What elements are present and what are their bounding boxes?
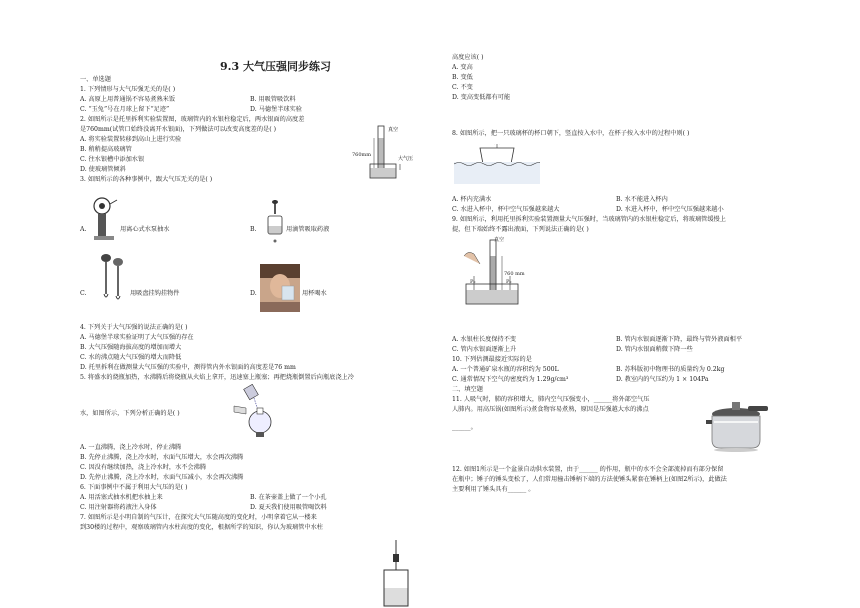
option-10d: D. 教室内的气压约为 1 × 104Pa — [616, 376, 709, 383]
pump-image — [92, 196, 118, 242]
question-2-cont: 是760mm(试管口始终没离开水银面)，下列做法可以改变高度差的是( ) — [80, 126, 277, 133]
question-12-end: 主要利用了锤头具有______ 。 — [452, 486, 535, 493]
option-1a: A. 高原上用普通锅不容易煮熟米饭 — [80, 96, 176, 103]
option-1d: D. 马德堡半球实验 — [250, 106, 302, 113]
option-2c: C. 往水银槽中添加水银 — [80, 156, 145, 163]
option-4c: C. 水的沸点随大气压强的增大而降低 — [80, 354, 182, 361]
option-10a: A. 一个普通矿泉水瓶的容积约为 500L — [452, 366, 559, 373]
option-6b: B. 在茶壶盖上做了一个小孔 — [250, 494, 327, 501]
section-heading: 一、单选题 — [80, 76, 111, 83]
option-3b: 用滴管吸取药液 — [286, 226, 330, 233]
question-5: 5. 将盛水的烧瓶加热，水沸腾后将烧瓶从火焰上拿开，迅速塞上瓶塞；再把烧瓶倒置后向瓶底浇上冷 — [80, 374, 354, 381]
option-3a: 用离心式水泵抽水 — [120, 226, 170, 233]
option-5a: A. 一直沸腾，浇上冷水时，停止沸腾 — [80, 444, 182, 451]
option-5c: C. 因没有继续加热，浇上冷水时，水不会沸腾 — [80, 464, 207, 471]
question-4: 4. 下列关于大气压强的说法正确的是( ) — [80, 324, 188, 331]
option-7c: C. 不变 — [452, 84, 473, 91]
question-9: 9. 如图所示，利用托里拆利实验装置测量大气压强时，当玻璃管内的水银柱稳定后，将玻璃管缓慢上 — [452, 216, 726, 223]
drinking-photo — [260, 264, 300, 312]
question-10: 10. 下列估测最接近实际的是 — [452, 356, 532, 363]
question-3: 3. 如图所示的各种事例中，跟大气压无关的是( ) — [80, 176, 213, 183]
option-2d: D. 使玻璃管倾斜 — [80, 166, 126, 173]
flask-figure — [232, 384, 288, 438]
question-2: 2. 如图所示是托里拆利实验装置图，玻璃管内的水银柱稳定后，两水银面的高度差 — [80, 116, 305, 123]
option-1c: C. “玉兔”号在月球上留下“足迹” — [80, 106, 170, 113]
section-heading-2: 二、填空题 — [452, 386, 483, 393]
option-2a: A. 将实验装置转移到高山上进行实验 — [80, 136, 182, 143]
option-6a: A. 用活塞式抽水机把水抽上来 — [80, 494, 163, 501]
option-7b: B. 变低 — [452, 74, 473, 81]
option-6d: D. 夏天我们使用吸管喝饮料 — [250, 504, 327, 511]
option-10c: C. 通常情况下空气的密度约为 1.29g/cm³ — [452, 376, 569, 383]
barometer-figure — [376, 540, 416, 608]
option-7a: A. 变高 — [452, 64, 473, 71]
question-11-end: ______。 — [452, 424, 477, 431]
question-7-cont: 到30楼的过程中，观察玻璃管内水柱高度的变化，根据所学的知识，你认为玻璃管中水柱 — [80, 524, 323, 531]
suction-hooks-image — [98, 250, 128, 306]
question-8: 8. 如图所示，把一只玻璃杯的杯口朝下，竖直按入水中，在杯子按入水中的过程中则( ) — [452, 130, 690, 137]
option-1b: B. 用吸管吸饮料 — [250, 96, 296, 103]
torricelli-figure — [366, 124, 418, 182]
option-5b: B. 先停止沸腾，浇上冷水时，水面气压增大，水会再次沸腾 — [80, 454, 244, 461]
option-3d-marker: D. — [250, 290, 257, 297]
option-9d: D. 管内水银面稍微下降一些 — [616, 346, 693, 353]
option-8c: C. 水进入杯中，杯中空气压强越来越大 — [452, 206, 560, 213]
option-4b: B. 大气压强随海拔高度的增加而增大 — [80, 344, 182, 351]
option-3a-marker: A. — [80, 226, 87, 233]
question-12-cont: 在瓶中；锤子的锤头变松了，人们常用撞击锤柄下端的方法使锤头紧套在锤柄上(如图2所示)，此做法 — [452, 476, 727, 483]
fig-p0-right: P₀ — [506, 279, 512, 285]
question-5-cont: 水，如图所示，下列分析正确的是( ) — [80, 410, 180, 417]
question-11-cont: 人肺内。用高压锅(如图所示)煮食物容易煮熟，原因是压强越大水的沸点 — [452, 406, 649, 413]
option-3c-marker: C. — [80, 290, 87, 297]
question-6: 6. 下面事例中不属于利用大气压的是( ) — [80, 484, 188, 491]
fig-vacuum-label-2: 真空 — [494, 237, 505, 243]
dropper-image — [264, 200, 286, 244]
option-10b: B. 苏科版初中物理书的质量约为 0.2kg — [616, 366, 725, 373]
option-3c: 用吸盘挂钩挂物件 — [130, 290, 180, 297]
question-1: 1. 下列情形与大气压强无关的是( ) — [80, 86, 176, 93]
question-12: 12. 如图1所示是一个盆景自动供水装置，由于______ 的作用，瓶中的水不会全部流掉而有部分保留 — [452, 466, 724, 473]
page-title: 9.3 大气压强同步练习 — [220, 60, 331, 73]
fig-p0-left: P₀ — [470, 279, 476, 285]
fig-760-label-2: 760 mm — [504, 271, 525, 277]
option-9c: C. 管内水银面逐渐上升 — [452, 346, 517, 353]
question-7-end: 高度应该( ) — [452, 54, 484, 61]
option-4d: D. 托里拆利在做测量大气压强的实验中，测得管内外水银面的高度差是76 mm — [80, 364, 296, 371]
fig-atm-label: 大气压 — [398, 156, 414, 162]
option-3b-marker: B. — [250, 226, 257, 233]
question-11: 11. 人吸气时，肺的容积增大，肺内空气压强变小，______将外部空气压 — [452, 396, 650, 403]
option-5d: D. 先停止沸腾，浇上冷水时，水面气压减小，水会再次沸腾 — [80, 474, 244, 481]
option-4a: A. 马德堡半球实验证明了大气压强的存在 — [80, 334, 194, 341]
option-2b: B. 稍稍提高玻璃管 — [80, 146, 132, 153]
option-6c: C. 用注射器将药液注入身体 — [80, 504, 157, 511]
question-9-cont: 提，但下端始终不露出液面，下列说法正确的是( ) — [452, 226, 589, 233]
option-8b: B. 水不能进入杯内 — [616, 196, 668, 203]
fig-760-label: 760mm — [352, 152, 372, 158]
fig-vacuum-label: 真空 — [388, 127, 399, 133]
option-8a: A. 杯内充满水 — [452, 196, 492, 203]
pressure-cooker-image — [704, 398, 768, 454]
option-9a: A. 水银柱长度保持不变 — [452, 336, 517, 343]
option-9b: B. 管内水银面逐渐下降，最终与管外液面相平 — [616, 336, 743, 343]
question-7: 7. 如图所示是小明自制的气压计，在探究大气压随高度的变化时，小明拿着它从一楼来 — [80, 514, 317, 521]
option-8d: D. 水进入杯中，杯中空气压强越来越小 — [616, 206, 724, 213]
cup-in-water-figure — [454, 144, 540, 186]
option-3d: 用杯喝水 — [302, 290, 327, 297]
option-7d: D. 变高变低都有可能 — [452, 94, 511, 101]
